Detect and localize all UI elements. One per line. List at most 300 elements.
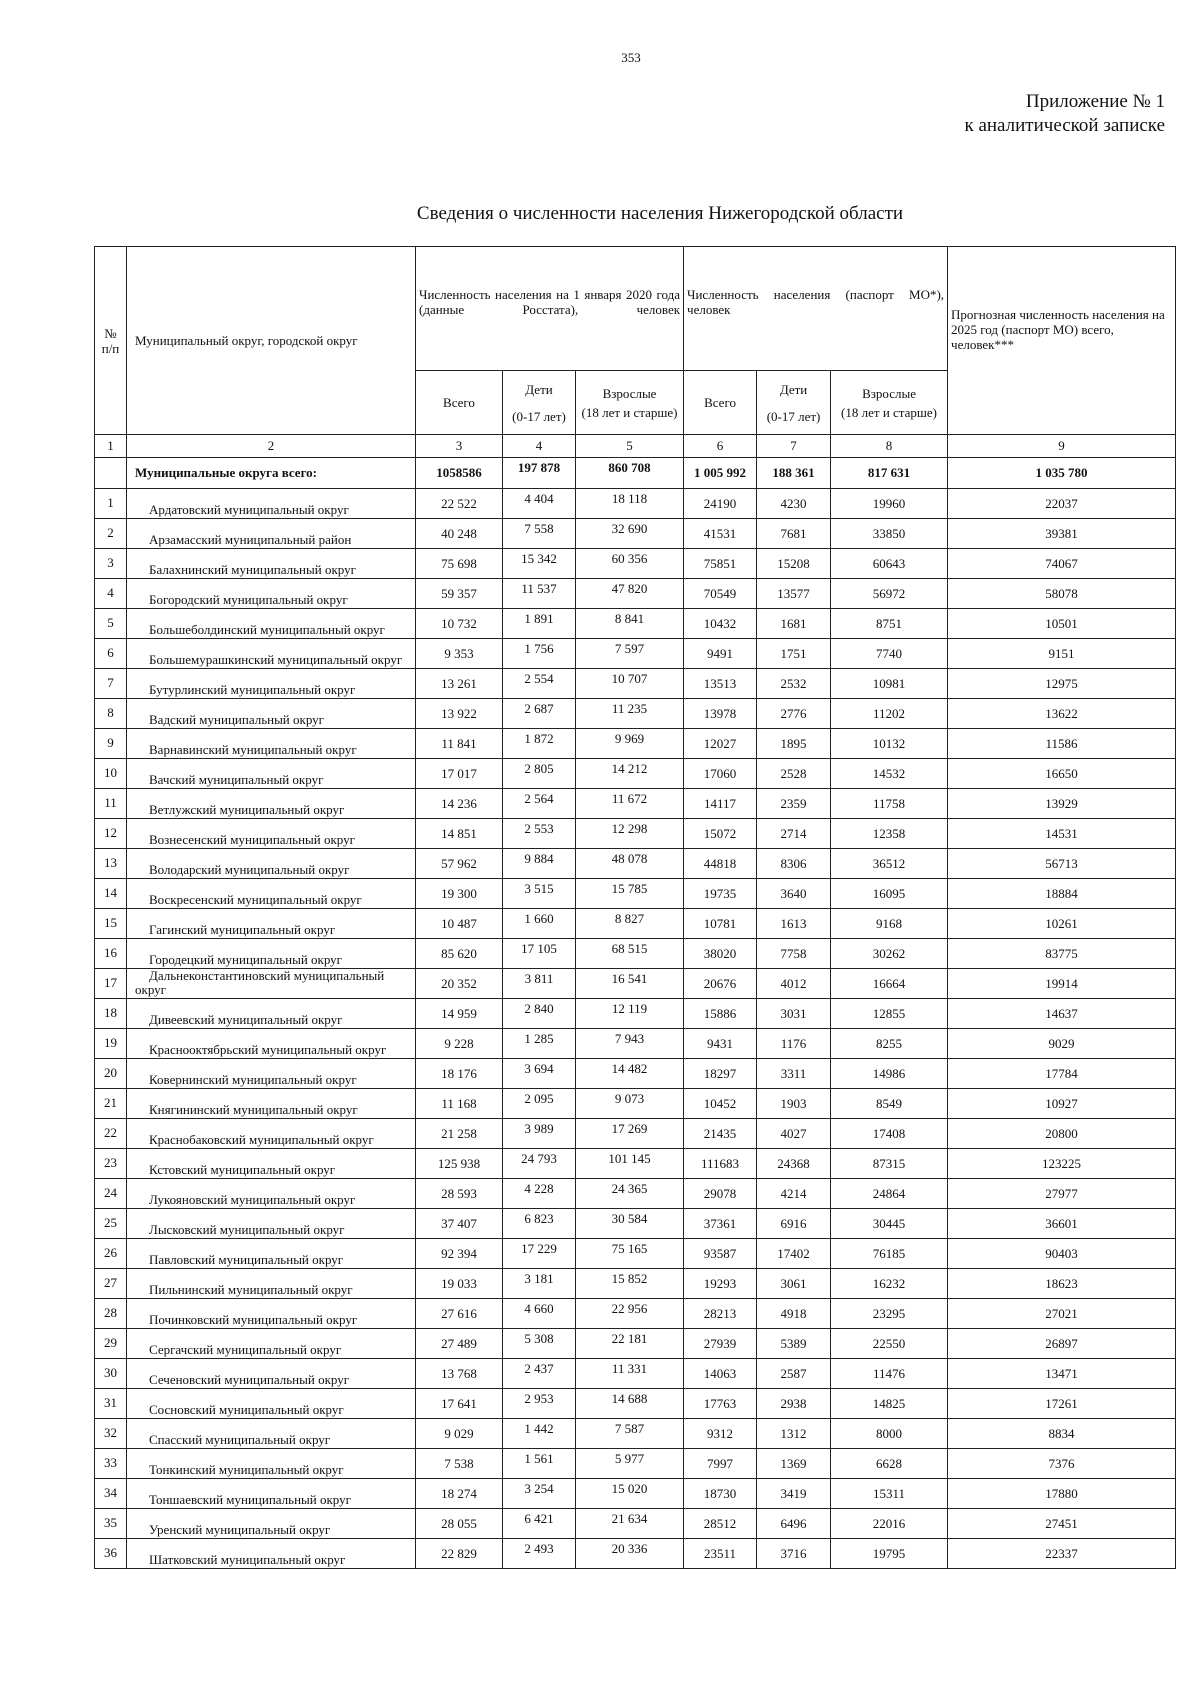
total-rosstat-total: 1058586	[416, 458, 503, 489]
row-passport-adults: 56972	[831, 579, 948, 609]
row-no: 34	[95, 1479, 127, 1509]
row-no: 8	[95, 699, 127, 729]
row-name: Вознесенский муниципальный округ	[127, 819, 416, 849]
row-rosstat-children: 1 561	[503, 1449, 576, 1479]
row-forecast: 18884	[948, 879, 1176, 909]
row-passport-total: 37361	[684, 1209, 757, 1239]
row-rosstat-adults: 16 541	[576, 969, 684, 999]
row-name: Большемурашкинский муниципальный округ	[127, 639, 416, 669]
row-rosstat-total: 85 620	[416, 939, 503, 969]
row-rosstat-adults: 11 235	[576, 699, 684, 729]
row-passport-adults: 11202	[831, 699, 948, 729]
row-rosstat-total: 13 261	[416, 669, 503, 699]
row-forecast: 9029	[948, 1029, 1176, 1059]
row-rosstat-children: 1 891	[503, 609, 576, 639]
row-rosstat-children: 2 554	[503, 669, 576, 699]
row-passport-total: 23511	[684, 1539, 757, 1569]
row-name: Воскресенский муниципальный округ	[127, 879, 416, 909]
row-name: Лукояновский муниципальный округ	[127, 1179, 416, 1209]
row-passport-children: 6916	[757, 1209, 831, 1239]
row-passport-adults: 23295	[831, 1299, 948, 1329]
row-no: 26	[95, 1239, 127, 1269]
row-rosstat-adults: 24 365	[576, 1179, 684, 1209]
row-no: 28	[95, 1299, 127, 1329]
row-passport-children: 1176	[757, 1029, 831, 1059]
table-row	[95, 759, 1176, 789]
row-no: 35	[95, 1509, 127, 1539]
row-rosstat-total: 17 641	[416, 1389, 503, 1419]
row-passport-children: 4918	[757, 1299, 831, 1329]
row-passport-total: 13513	[684, 669, 757, 699]
row-passport-total: 17060	[684, 759, 757, 789]
row-no: 2	[95, 519, 127, 549]
row-passport-total: 29078	[684, 1179, 757, 1209]
page-number: 353	[621, 50, 641, 65]
row-rosstat-children: 3 989	[503, 1119, 576, 1149]
row-passport-total: 93587	[684, 1239, 757, 1269]
row-rosstat-children: 2 805	[503, 759, 576, 789]
row-rosstat-adults: 22 181	[576, 1329, 684, 1359]
row-rosstat-total: 92 394	[416, 1239, 503, 1269]
row-no: 7	[95, 669, 127, 699]
header-children-label: Дети	[525, 381, 553, 397]
row-rosstat-total: 9 228	[416, 1029, 503, 1059]
row-name: Пильнинский муниципальный округ	[127, 1269, 416, 1299]
row-forecast: 9151	[948, 639, 1176, 669]
row-rosstat-children: 1 872	[503, 729, 576, 759]
table-row	[95, 819, 1176, 849]
row-passport-adults: 36512	[831, 849, 948, 879]
row-no: 31	[95, 1389, 127, 1419]
row-passport-children: 3061	[757, 1269, 831, 1299]
row-passport-adults: 14825	[831, 1389, 948, 1419]
row-passport-total: 18730	[684, 1479, 757, 1509]
row-passport-adults: 22550	[831, 1329, 948, 1359]
row-rosstat-adults: 8 841	[576, 609, 684, 639]
table-row	[95, 549, 1176, 579]
row-no: 15	[95, 909, 127, 939]
row-passport-adults: 33850	[831, 519, 948, 549]
row-passport-children: 6496	[757, 1509, 831, 1539]
row-forecast: 19914	[948, 969, 1176, 999]
row-no: 3	[95, 549, 127, 579]
row-forecast: 17784	[948, 1059, 1176, 1089]
header-adults-age: (18 лет и старше)	[581, 404, 678, 420]
row-rosstat-children: 1 756	[503, 639, 576, 669]
table-row	[95, 1419, 1176, 1449]
row-rosstat-children: 3 254	[503, 1479, 576, 1509]
row-rosstat-adults: 12 298	[576, 819, 684, 849]
row-rosstat-adults: 14 482	[576, 1059, 684, 1089]
row-passport-adults: 14986	[831, 1059, 948, 1089]
row-rosstat-total: 75 698	[416, 549, 503, 579]
row-rosstat-adults: 30 584	[576, 1209, 684, 1239]
row-rosstat-total: 10 487	[416, 909, 503, 939]
table-row	[95, 789, 1176, 819]
row-forecast: 83775	[948, 939, 1176, 969]
row-name: Павловский муниципальный округ	[127, 1239, 416, 1269]
row-passport-total: 7997	[684, 1449, 757, 1479]
row-passport-children: 1613	[757, 909, 831, 939]
row-rosstat-total: 10 732	[416, 609, 503, 639]
table-row	[95, 1389, 1176, 1419]
row-passport-adults: 6628	[831, 1449, 948, 1479]
row-passport-total: 44818	[684, 849, 757, 879]
row-rosstat-total: 40 248	[416, 519, 503, 549]
row-passport-adults: 87315	[831, 1149, 948, 1179]
row-rosstat-adults: 101 145	[576, 1149, 684, 1179]
row-rosstat-adults: 47 820	[576, 579, 684, 609]
row-passport-total: 10452	[684, 1089, 757, 1119]
row-name: Гагинский муниципальный округ	[127, 909, 416, 939]
row-name: Арзамасский муниципальный район	[127, 519, 416, 549]
row-passport-adults: 8000	[831, 1419, 948, 1449]
row-forecast: 22337	[948, 1539, 1176, 1569]
row-name: Уренский муниципальный округ	[127, 1509, 416, 1539]
row-passport-adults: 12358	[831, 819, 948, 849]
total-rosstat-adults: 860 708	[576, 458, 684, 489]
row-rosstat-children: 15 342	[503, 549, 576, 579]
row-rosstat-adults: 11 331	[576, 1359, 684, 1389]
row-rosstat-total: 14 851	[416, 819, 503, 849]
row-rosstat-adults: 10 707	[576, 669, 684, 699]
row-rosstat-children: 4 660	[503, 1299, 576, 1329]
row-forecast: 74067	[948, 549, 1176, 579]
table-row	[95, 1029, 1176, 1059]
row-rosstat-children: 6 823	[503, 1209, 576, 1239]
row-rosstat-total: 59 357	[416, 579, 503, 609]
row-rosstat-children: 3 181	[503, 1269, 576, 1299]
row-rosstat-children: 2 437	[503, 1359, 576, 1389]
row-passport-children: 24368	[757, 1149, 831, 1179]
row-passport-total: 24190	[684, 489, 757, 519]
row-passport-adults: 8549	[831, 1089, 948, 1119]
row-passport-total: 15886	[684, 999, 757, 1029]
row-passport-children: 13577	[757, 579, 831, 609]
row-passport-children: 4230	[757, 489, 831, 519]
header-rosstat-total: Всего	[416, 371, 503, 435]
row-rosstat-total: 27 616	[416, 1299, 503, 1329]
row-forecast: 58078	[948, 579, 1176, 609]
row-rosstat-total: 18 176	[416, 1059, 503, 1089]
row-passport-children: 3419	[757, 1479, 831, 1509]
table-row	[95, 669, 1176, 699]
row-passport-children: 4012	[757, 969, 831, 999]
row-rosstat-total: 13 922	[416, 699, 503, 729]
header-children-age: (0-17 лет)	[766, 408, 821, 424]
row-name: Кстовский муниципальный округ	[127, 1149, 416, 1179]
row-rosstat-adults: 68 515	[576, 939, 684, 969]
total-passport-children: 188 361	[757, 458, 831, 489]
row-no: 4	[95, 579, 127, 609]
row-forecast: 12975	[948, 669, 1176, 699]
row-passport-children: 2528	[757, 759, 831, 789]
row-rosstat-children: 5 308	[503, 1329, 576, 1359]
row-passport-children: 3311	[757, 1059, 831, 1089]
header-name: Муниципальный округ, городской округ	[127, 247, 416, 435]
header-children-label: Дети	[779, 381, 808, 397]
row-forecast: 123225	[948, 1149, 1176, 1179]
row-passport-children: 1895	[757, 729, 831, 759]
row-passport-children: 1369	[757, 1449, 831, 1479]
row-name: Сеченовский муниципальный округ	[127, 1359, 416, 1389]
row-no: 11	[95, 789, 127, 819]
row-forecast: 14637	[948, 999, 1176, 1029]
row-name: Лысковский муниципальный округ	[127, 1209, 416, 1239]
row-name: Сосновский муниципальный округ	[127, 1389, 416, 1419]
row-no: 13	[95, 849, 127, 879]
row-rosstat-adults: 60 356	[576, 549, 684, 579]
row-passport-adults: 9168	[831, 909, 948, 939]
table-row	[95, 1089, 1176, 1119]
row-no: 22	[95, 1119, 127, 1149]
table-row	[95, 879, 1176, 909]
row-name: Ардатовский муниципальный округ	[127, 489, 416, 519]
row-forecast: 8834	[948, 1419, 1176, 1449]
row-passport-adults: 12855	[831, 999, 948, 1029]
row-passport-adults: 8751	[831, 609, 948, 639]
table-row	[95, 1539, 1176, 1569]
row-rosstat-total: 22 522	[416, 489, 503, 519]
row-name: Городецкий муниципальный округ	[127, 939, 416, 969]
table-row	[95, 939, 1176, 969]
table-row	[95, 1119, 1176, 1149]
row-rosstat-children: 1 442	[503, 1419, 576, 1449]
row-name: Вадский муниципальный округ	[127, 699, 416, 729]
row-no: 16	[95, 939, 127, 969]
row-passport-total: 13978	[684, 699, 757, 729]
row-passport-children: 1903	[757, 1089, 831, 1119]
row-rosstat-total: 11 841	[416, 729, 503, 759]
row-passport-total: 28213	[684, 1299, 757, 1329]
row-name: Балахнинский муниципальный округ	[127, 549, 416, 579]
row-passport-adults: 16664	[831, 969, 948, 999]
table-body	[95, 247, 1176, 1569]
header-rosstat-adults	[576, 371, 684, 435]
row-no: 17	[95, 969, 127, 999]
row-name: Большеболдинский муниципальный округ	[127, 609, 416, 639]
row-name: Краснобаковский муниципальный округ	[127, 1119, 416, 1149]
table-row	[95, 999, 1176, 1029]
row-passport-children: 2532	[757, 669, 831, 699]
column-number-row	[95, 435, 1176, 458]
row-rosstat-adults: 15 020	[576, 1479, 684, 1509]
column-number: 4	[503, 435, 576, 458]
row-rosstat-total: 125 938	[416, 1149, 503, 1179]
row-passport-adults: 19795	[831, 1539, 948, 1569]
row-passport-adults: 19960	[831, 489, 948, 519]
row-no: 23	[95, 1149, 127, 1179]
row-name: Дальнеконстантиновский муниципальный округ	[127, 969, 416, 999]
row-rosstat-children: 2 840	[503, 999, 576, 1029]
row-rosstat-adults: 15 852	[576, 1269, 684, 1299]
row-rosstat-total: 37 407	[416, 1209, 503, 1239]
row-forecast: 10261	[948, 909, 1176, 939]
row-passport-children: 15208	[757, 549, 831, 579]
row-rosstat-adults: 48 078	[576, 849, 684, 879]
table-row	[95, 1449, 1176, 1479]
row-rosstat-adults: 20 336	[576, 1539, 684, 1569]
total-rosstat-children: 197 878	[503, 458, 576, 489]
appendix-caption	[964, 90, 1165, 138]
row-rosstat-children: 17 105	[503, 939, 576, 969]
table-row	[95, 849, 1176, 879]
header-adults-label: Взрослые	[602, 385, 657, 401]
row-name: Бутурлинский муниципальный округ	[127, 669, 416, 699]
row-no: 24	[95, 1179, 127, 1209]
appendix-line-1: Приложение № 1	[1025, 91, 1165, 112]
row-rosstat-total: 19 300	[416, 879, 503, 909]
row-passport-total: 14063	[684, 1359, 757, 1389]
row-rosstat-children: 11 537	[503, 579, 576, 609]
column-number: 9	[948, 435, 1176, 458]
row-passport-children: 2938	[757, 1389, 831, 1419]
table-row	[95, 1209, 1176, 1239]
header-no: № п/п	[95, 247, 127, 435]
row-no: 12	[95, 819, 127, 849]
row-forecast: 22037	[948, 489, 1176, 519]
row-passport-total: 20676	[684, 969, 757, 999]
row-rosstat-children: 4 228	[503, 1179, 576, 1209]
row-passport-adults: 14532	[831, 759, 948, 789]
row-forecast: 18623	[948, 1269, 1176, 1299]
table-row	[95, 639, 1176, 669]
row-no: 30	[95, 1359, 127, 1389]
row-passport-children: 4027	[757, 1119, 831, 1149]
row-name: Дивеевский муниципальный округ	[127, 999, 416, 1029]
row-name: Княгининский муниципальный округ	[127, 1089, 416, 1119]
table-row	[95, 609, 1176, 639]
row-rosstat-total: 21 258	[416, 1119, 503, 1149]
row-name: Шатковский муниципальный округ	[127, 1539, 416, 1569]
header-adults-label: Взрослые	[862, 385, 916, 401]
row-forecast: 27451	[948, 1509, 1176, 1539]
row-passport-adults: 30445	[831, 1209, 948, 1239]
row-passport-adults: 17408	[831, 1119, 948, 1149]
row-passport-total: 12027	[684, 729, 757, 759]
row-forecast: 16650	[948, 759, 1176, 789]
row-forecast: 56713	[948, 849, 1176, 879]
row-passport-children: 2359	[757, 789, 831, 819]
row-passport-adults: 30262	[831, 939, 948, 969]
row-rosstat-children: 2 553	[503, 819, 576, 849]
row-no: 32	[95, 1419, 127, 1449]
row-passport-children: 2776	[757, 699, 831, 729]
table-row	[95, 519, 1176, 549]
row-name: Вачский муниципальный округ	[127, 759, 416, 789]
row-forecast: 90403	[948, 1239, 1176, 1269]
row-forecast: 26897	[948, 1329, 1176, 1359]
row-name: Починковский муниципальный округ	[127, 1299, 416, 1329]
row-no: 29	[95, 1329, 127, 1359]
row-rosstat-total: 57 962	[416, 849, 503, 879]
row-name: Тоншаевский муниципальный округ	[127, 1479, 416, 1509]
row-passport-total: 18297	[684, 1059, 757, 1089]
header-adults-age: (18 лет и старше)	[841, 404, 938, 420]
row-passport-children: 1751	[757, 639, 831, 669]
row-passport-total: 19735	[684, 879, 757, 909]
row-rosstat-adults: 8 827	[576, 909, 684, 939]
row-rosstat-total: 18 274	[416, 1479, 503, 1509]
row-passport-total: 15072	[684, 819, 757, 849]
row-name: Краснооктябрьский муниципальный округ	[127, 1029, 416, 1059]
table-row	[95, 1059, 1176, 1089]
row-forecast: 27021	[948, 1299, 1176, 1329]
row-forecast: 7376	[948, 1449, 1176, 1479]
row-no: 5	[95, 609, 127, 639]
row-no: 21	[95, 1089, 127, 1119]
column-number: 6	[684, 435, 757, 458]
row-passport-children: 17402	[757, 1239, 831, 1269]
row-forecast: 13622	[948, 699, 1176, 729]
row-name: Ковернинский муниципальный округ	[127, 1059, 416, 1089]
row-forecast: 39381	[948, 519, 1176, 549]
row-rosstat-children: 2 095	[503, 1089, 576, 1119]
row-passport-adults: 11476	[831, 1359, 948, 1389]
row-rosstat-adults: 18 118	[576, 489, 684, 519]
row-passport-total: 19293	[684, 1269, 757, 1299]
row-rosstat-children: 17 229	[503, 1239, 576, 1269]
column-number: 8	[831, 435, 948, 458]
row-forecast: 14531	[948, 819, 1176, 849]
column-number: 7	[757, 435, 831, 458]
row-no: 36	[95, 1539, 127, 1569]
row-no: 9	[95, 729, 127, 759]
header-group-passport: Численность населения (паспорт МО*), человек	[684, 247, 948, 371]
row-passport-adults: 15311	[831, 1479, 948, 1509]
row-forecast: 20800	[948, 1119, 1176, 1149]
row-passport-total: 70549	[684, 579, 757, 609]
row-passport-adults: 76185	[831, 1239, 948, 1269]
row-forecast: 13929	[948, 789, 1176, 819]
appendix-line-2: к аналитической записке	[964, 115, 1165, 136]
population-table	[94, 246, 1176, 1569]
table-row	[95, 969, 1176, 999]
row-passport-children: 1312	[757, 1419, 831, 1449]
row-rosstat-children: 2 953	[503, 1389, 576, 1419]
table-row	[95, 1329, 1176, 1359]
row-no: 18	[95, 999, 127, 1029]
row-rosstat-adults: 9 969	[576, 729, 684, 759]
row-rosstat-total: 17 017	[416, 759, 503, 789]
row-rosstat-adults: 14 688	[576, 1389, 684, 1419]
header-children-age: (0-17 лет)	[512, 408, 566, 424]
row-passport-children: 4214	[757, 1179, 831, 1209]
row-no: 1	[95, 489, 127, 519]
row-rosstat-total: 7 538	[416, 1449, 503, 1479]
row-rosstat-total: 14 236	[416, 789, 503, 819]
row-rosstat-children: 1 285	[503, 1029, 576, 1059]
row-forecast: 17880	[948, 1479, 1176, 1509]
row-passport-children: 3031	[757, 999, 831, 1029]
row-passport-children: 7681	[757, 519, 831, 549]
row-passport-children: 3640	[757, 879, 831, 909]
row-name: Спасский муниципальный округ	[127, 1419, 416, 1449]
row-passport-children: 2587	[757, 1359, 831, 1389]
header-group-rosstat: Численность населения на 1 января 2020 года (данные Росстата), человек	[416, 247, 684, 371]
row-rosstat-adults: 12 119	[576, 999, 684, 1029]
table-row	[95, 909, 1176, 939]
row-rosstat-children: 2 493	[503, 1539, 576, 1569]
row-rosstat-children: 24 793	[503, 1149, 576, 1179]
row-passport-adults: 16232	[831, 1269, 948, 1299]
row-passport-adults: 60643	[831, 549, 948, 579]
row-no: 25	[95, 1209, 127, 1239]
row-rosstat-adults: 32 690	[576, 519, 684, 549]
row-passport-total: 75851	[684, 549, 757, 579]
row-passport-children: 8306	[757, 849, 831, 879]
row-passport-total: 41531	[684, 519, 757, 549]
